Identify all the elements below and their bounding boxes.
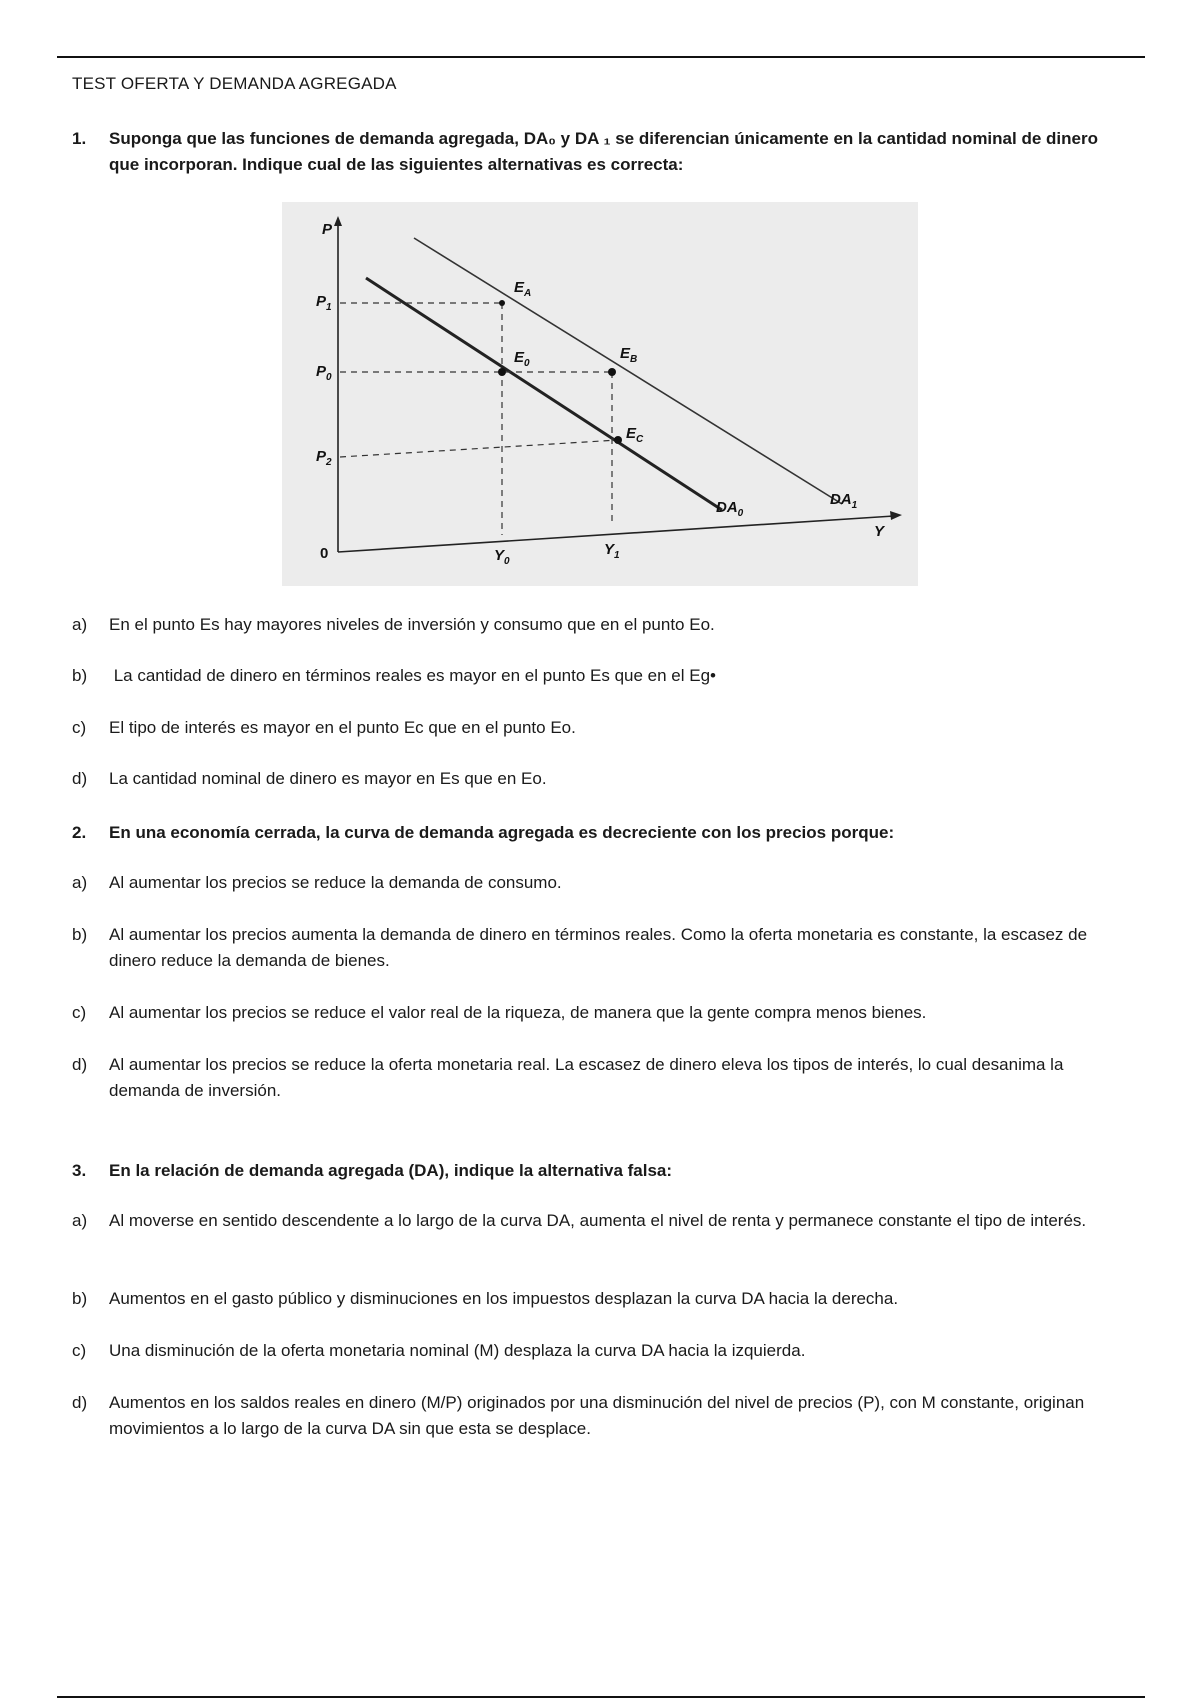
point-ec	[614, 436, 622, 444]
question-number: 2.	[72, 823, 87, 842]
option-2a: a) Al aumentar los precios se reduce la demanda de consumo.	[72, 873, 562, 892]
label-ec: $E_C$	[626, 425, 644, 445]
point-e0	[498, 368, 506, 376]
question-3	[72, 1158, 1132, 1184]
label-da1: $DA_1$	[830, 491, 858, 511]
label-y1: $Y_1$	[604, 541, 620, 561]
option-1b: b) La cantidad de dinero en términos reales es mayor en el punto Es que en el Eg•	[72, 666, 716, 685]
option-3a: a) Al moverse en sentido descendente a lo largo de la curva DA, aumenta el nivel de renta y permanece constante el tipo de interés.	[72, 1211, 1087, 1230]
label-e0: $E_0$	[514, 349, 530, 369]
option-1d: d) La cantidad nominal de dinero es mayor en Es que en Eo.	[72, 769, 547, 788]
point-eb	[608, 368, 616, 376]
option-2d: d) Al aumentar los precios se reduce la oferta monetaria real. La escasez de dinero eleva los tipos de interés, lo cual desanima la demanda de inversión.	[72, 1055, 1064, 1100]
document-title: TEST OFERTA Y DEMANDA AGREGADA	[72, 74, 397, 93]
option-3b: b) Aumentos en el gasto público y disminuciones en los impuestos desplazan la curva DA hacia la derecha.	[72, 1289, 899, 1308]
aggregate-demand-figure	[282, 202, 918, 586]
question-text: En la relación de demanda agregada (DA), indique la alternativa falsa:	[109, 1161, 673, 1180]
guide-p2	[340, 440, 618, 457]
label-ea: $E_A$	[514, 279, 532, 299]
origin-label: 0	[320, 545, 329, 562]
income-axis-arrow-icon	[890, 511, 902, 520]
option-2c: c) Al aumentar los precios se reduce el valor real de la riqueza, de manera que la gente compra menos bienes.	[72, 1003, 927, 1022]
option-1c: c) El tipo de interés es mayor en el punto Ec que en el punto Eo.	[72, 718, 576, 737]
option-2b: b) Al aumentar los precios aumenta la demanda de dinero en términos reales. Como la oferta monetaria es constante, la escasez de dinero reduce la demanda de bienes.	[72, 925, 1088, 970]
question-1	[72, 126, 1132, 178]
label-p0: $P_0$	[316, 363, 332, 383]
curve-da0	[366, 278, 722, 510]
option-1a: a) En el punto Es hay mayores niveles de inversión y consumo que en el punto Eo.	[72, 615, 715, 634]
option-3c: c) Una disminución de la oferta monetaria nominal (M) desplaza la curva DA hacia la izquierda.	[72, 1341, 806, 1360]
label-y0: $Y_0$	[494, 547, 510, 567]
label-eb: $E_B$	[620, 345, 638, 365]
axis-label-p: P	[322, 221, 333, 238]
option-3d: d) Aumentos en los saldos reales en dinero (M/P) originados por una disminución del nivel de precios (P), con M constante, originan movimientos a lo largo de la curva DA sin que esta se desplace.	[72, 1393, 1085, 1438]
question-2	[72, 820, 1132, 846]
question-text: Suponga que las funciones de demanda agregada, DA₀ y DA ₁ se diferencian únicamente en la cantidad nominal de dinero que incorporan. Indique cual de las siguientes alternativas es correcta:	[109, 129, 1098, 174]
aggregate-demand-diagram	[282, 202, 918, 586]
question-text: En una economía cerrada, la curva de demanda agregada es decreciente con los precios porque:	[109, 823, 895, 842]
axis-label-y: Y	[874, 523, 885, 540]
price-axis-arrow-icon	[334, 216, 342, 226]
label-p2: $P_2$	[316, 448, 332, 468]
label-p1: $P_1$	[316, 293, 332, 313]
income-axis	[338, 516, 894, 552]
bottom-rule	[57, 1696, 1145, 1698]
curve-da1	[414, 238, 842, 504]
point-ea	[499, 300, 505, 306]
top-rule	[57, 56, 1145, 58]
question-number: 1.	[72, 129, 87, 148]
label-da0: $DA_0$	[716, 499, 744, 519]
question-number: 3.	[72, 1161, 87, 1180]
